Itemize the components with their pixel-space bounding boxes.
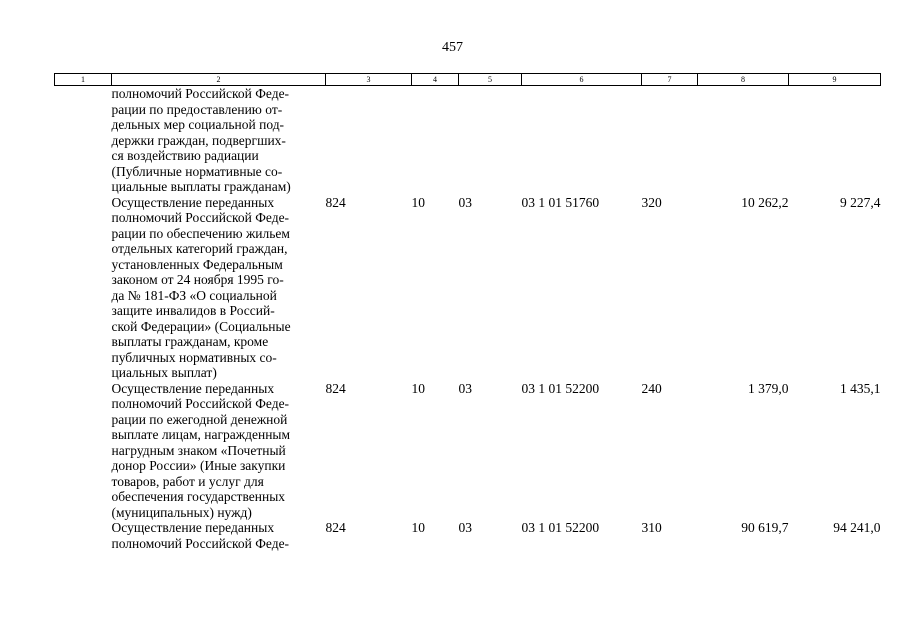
section-code: 10 bbox=[411, 194, 425, 210]
column-header-1: 1 bbox=[55, 74, 112, 86]
table-row bbox=[55, 520, 881, 551]
expense-name: Осуществление переданных полномочий Российской Феде- рации по обеспечению жильем отдельных категорий граждан, установленных Федеральным законом от 24 ноября 1995 го- да № 181-ФЗ «О социальной защите инвалидов в Россий- ской Федерации» (Социальные выплаты гражданам, кроме публичных нормативных со- циальных выплат) bbox=[111, 194, 291, 380]
table-row bbox=[55, 195, 881, 381]
amount-year-2: 1 435,1 bbox=[840, 380, 881, 396]
ministry-code: 824 bbox=[325, 194, 346, 210]
row-number-cell bbox=[55, 195, 112, 381]
expense-type-code: 240 bbox=[641, 380, 662, 396]
target-article-code: 03 1 01 51760 bbox=[521, 194, 600, 210]
page-number: 457 bbox=[442, 40, 463, 55]
ministry-code bbox=[326, 86, 412, 195]
expense-type-code: 320 bbox=[641, 194, 662, 210]
expense-type-code bbox=[642, 86, 698, 195]
subsection-code: 03 bbox=[458, 380, 472, 396]
expense-name: Осуществление переданных полномочий Российской Феде- рации по ежегодной денежной выплате лицам, награжденным нагрудным знаком «Почетный донор России» (Иные закупки товаров, работ и услуг для обеспечения государственных (муниципальных) нужд) bbox=[111, 380, 291, 520]
expense-name: Осуществление переданных полномочий Российской Феде- bbox=[111, 520, 290, 551]
amount-year-2 bbox=[789, 86, 881, 195]
row-number-cell bbox=[55, 520, 112, 551]
target-article-code: 03 1 01 52200 bbox=[521, 380, 600, 396]
column-header-6: 6 bbox=[522, 74, 642, 86]
column-header-5: 5 bbox=[459, 74, 522, 86]
subsection-code bbox=[459, 86, 522, 195]
expense-name: полномочий Российской Феде- рации по предоставлению от- дельных мер социальной под- держки граждан, подвергших- ся воздействию радиации (Публичные нормативные со- циальные выплаты гражданам) bbox=[111, 86, 291, 194]
target-article-code bbox=[522, 86, 642, 195]
row-number-cell bbox=[55, 86, 112, 195]
amount-year-2: 9 227,4 bbox=[840, 194, 881, 210]
ministry-code: 824 bbox=[325, 520, 346, 535]
column-header-7: 7 bbox=[642, 74, 698, 86]
subsection-code: 03 bbox=[458, 520, 472, 535]
row-number-cell bbox=[55, 381, 112, 521]
column-header-4: 4 bbox=[412, 74, 459, 86]
table-row bbox=[55, 86, 881, 195]
amount-year-1 bbox=[698, 86, 789, 195]
section-code: 10 bbox=[411, 380, 425, 396]
budget-table bbox=[54, 73, 881, 551]
expense-type-code: 310 bbox=[641, 520, 662, 535]
amount-year-1: 1 379,0 bbox=[748, 380, 789, 396]
subsection-code: 03 bbox=[458, 194, 472, 210]
section-code bbox=[412, 86, 459, 195]
column-number-header bbox=[55, 74, 881, 86]
column-header-2: 2 bbox=[112, 74, 326, 86]
column-header-3: 3 bbox=[326, 74, 412, 86]
target-article-code: 03 1 01 52200 bbox=[521, 520, 600, 535]
column-header-8: 8 bbox=[698, 74, 789, 86]
table-row bbox=[55, 381, 881, 521]
column-header-9: 9 bbox=[789, 74, 881, 86]
ministry-code: 824 bbox=[325, 380, 346, 396]
section-code: 10 bbox=[411, 520, 425, 535]
amount-year-1: 90 619,7 bbox=[741, 520, 789, 535]
amount-year-2: 94 241,0 bbox=[833, 520, 881, 535]
amount-year-1: 10 262,2 bbox=[741, 194, 789, 210]
